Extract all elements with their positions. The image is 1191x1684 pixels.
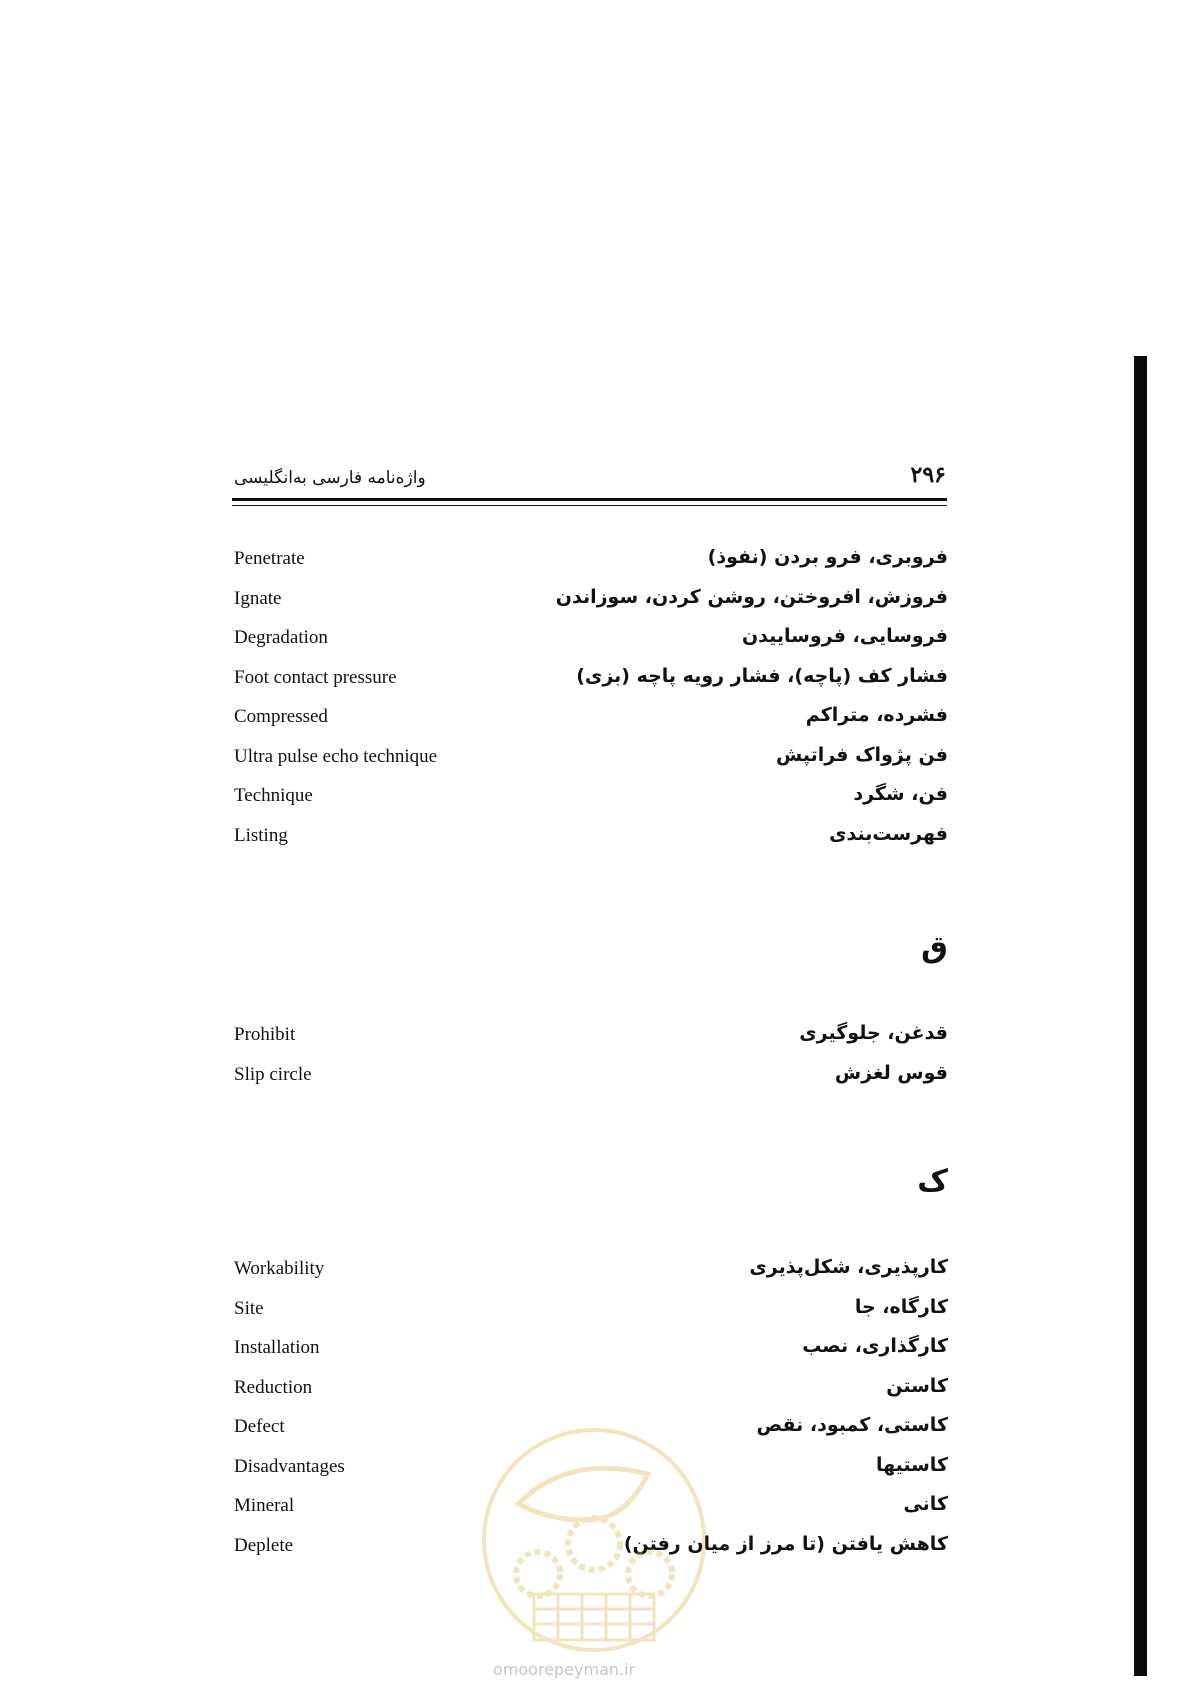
english-term: Mineral bbox=[234, 1495, 295, 1516]
page-header bbox=[234, 462, 946, 492]
english-term: Site bbox=[234, 1297, 264, 1319]
persian-term: کارگذاری، نصب bbox=[802, 1335, 948, 1357]
watermark-logo-icon bbox=[478, 1424, 710, 1656]
section-heading-k: ک bbox=[917, 1164, 948, 1199]
page-edge-bar bbox=[1134, 356, 1147, 1676]
list-item bbox=[234, 1374, 948, 1417]
entries-section-f bbox=[234, 548, 948, 864]
persian-term: فروبری، فرو بردن (نفوذ) bbox=[707, 546, 948, 568]
page-number: ۲۹۶ bbox=[910, 462, 946, 488]
english-term: Disadvantages bbox=[234, 1455, 345, 1477]
persian-term: کاستن bbox=[886, 1374, 948, 1397]
list-item bbox=[234, 1295, 948, 1338]
english-term: Degradation bbox=[234, 627, 328, 648]
english-term: Slip circle bbox=[234, 1063, 312, 1085]
english-term: Ultra pulse echo technique bbox=[234, 745, 438, 767]
english-term: Workability bbox=[234, 1258, 325, 1279]
list-item bbox=[234, 1061, 948, 1104]
list-item bbox=[234, 1024, 948, 1064]
english-term: Installation bbox=[234, 1337, 320, 1358]
header-rule-thin bbox=[232, 505, 947, 506]
persian-term: کاهش یافتن (تا مرز از میان رفتن) bbox=[623, 1532, 948, 1555]
english-term: Deplete bbox=[234, 1534, 294, 1556]
list-item bbox=[234, 585, 948, 628]
persian-term: کاستی، کمبود، نقص bbox=[756, 1414, 948, 1436]
english-term: Compressed bbox=[234, 706, 328, 727]
list-item bbox=[234, 743, 948, 786]
running-title: واژه‌نامه فارسی به‌انگلیسی bbox=[234, 468, 426, 488]
persian-term: فن پژواک فراتپش bbox=[775, 743, 948, 766]
list-item bbox=[234, 822, 948, 865]
persian-term: فشار کف (پاچه)، فشار رویه پاچه (بزی) bbox=[576, 664, 948, 687]
list-item bbox=[234, 785, 948, 825]
persian-term: فروسایی، فروساییدن bbox=[741, 625, 948, 647]
list-item bbox=[234, 1337, 948, 1377]
english-term: Ignate bbox=[234, 587, 282, 609]
persian-term: کاستیها bbox=[875, 1453, 948, 1476]
persian-term: کارگاه، جا bbox=[854, 1295, 948, 1318]
header-rule-thick bbox=[232, 498, 947, 501]
english-term: Reduction bbox=[234, 1376, 313, 1398]
list-item bbox=[234, 1258, 948, 1298]
persian-term: فشرده، متراکم bbox=[805, 704, 948, 726]
english-term: Foot contact pressure bbox=[234, 666, 397, 688]
watermark-url: omoorepeyman.ir bbox=[493, 1660, 636, 1679]
english-term: Technique bbox=[234, 785, 313, 806]
list-item bbox=[234, 706, 948, 746]
entries-section-q bbox=[234, 1024, 948, 1103]
english-term: Listing bbox=[234, 824, 288, 846]
section-heading-q: ق bbox=[921, 930, 948, 965]
list-item bbox=[234, 548, 948, 588]
english-term: Prohibit bbox=[234, 1024, 296, 1045]
persian-term: فهرست‌بندی bbox=[829, 822, 948, 845]
persian-term: قوس لغزش bbox=[834, 1061, 948, 1084]
persian-term: کارپذیری، شکل‌پذیری bbox=[749, 1256, 948, 1278]
persian-term: قدغن، جلوگیری bbox=[799, 1022, 948, 1044]
persian-term: فن، شگرد bbox=[853, 783, 948, 805]
english-term: Defect bbox=[234, 1416, 285, 1437]
english-term: Penetrate bbox=[234, 548, 305, 569]
persian-term: کانی bbox=[903, 1493, 948, 1515]
persian-term: فروزش، افروختن، روشن کردن، سوزاندن bbox=[555, 585, 948, 608]
list-item bbox=[234, 627, 948, 667]
list-item bbox=[234, 664, 948, 707]
